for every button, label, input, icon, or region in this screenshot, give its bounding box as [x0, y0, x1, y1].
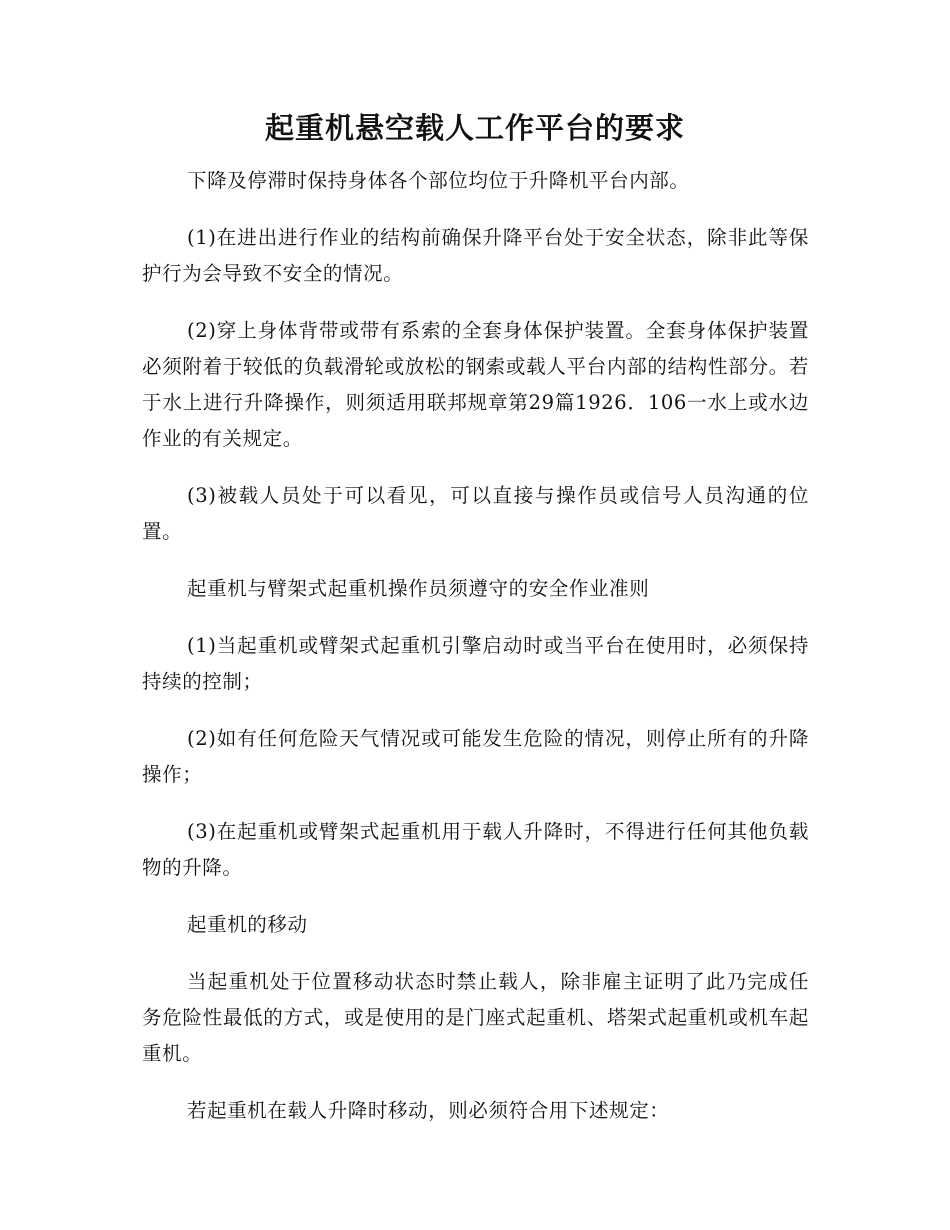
paragraph: (3)在起重机或臂架式起重机用于载人升降时，不得进行任何其他负载物的升降。: [142, 820, 809, 879]
paragraph: 下降及停滞时保持身体各个部位均位于升降机平台内部。: [187, 169, 690, 192]
paragraph: (2)如有任何危险天气情况或可能发生危险的情况，则停止所有的升降操作；: [142, 727, 809, 786]
document-body: [142, 163, 809, 1129]
paragraph: (1)当起重机或臂架式起重机引擎启动时或当平台在使用时，必须保持持续的控制；: [142, 634, 809, 693]
paragraph: (2)穿上身体背带或带有系索的全套身体保护装置。全套身体保护装置必须附着于较低的负载滑轮或放松的钢索或载人平台内部的结构性部分。若于水上进行升降操作，则须适用联邦规章第29篇1926．106一水上或水边作业的有关规定。: [142, 319, 809, 450]
document-title: 起重机悬空载人工作平台的要求: [264, 111, 685, 145]
paragraph: (1)在进出进行作业的结构前确保升降平台处于安全状态，除非此等保护行为会导致不安全的情况。: [142, 226, 809, 285]
paragraph: 当起重机处于位置移动状态时禁止载人，除非雇主证明了此乃完成任务危险性最低的方式，或是使用的是门座式起重机、塔架式起重机或机车起重机。: [142, 970, 809, 1065]
paragraph: 若起重机在载人升降时移动，则必须符合用下述规定：: [187, 1099, 670, 1122]
section-heading: 起重机的移动: [187, 913, 308, 936]
section-heading: 起重机与臂架式起重机操作员须遵守的安全作业准则: [187, 577, 650, 600]
paragraph: (3)被载人员处于可以看见，可以直接与操作员或信号人员沟通的位置。: [142, 484, 809, 543]
